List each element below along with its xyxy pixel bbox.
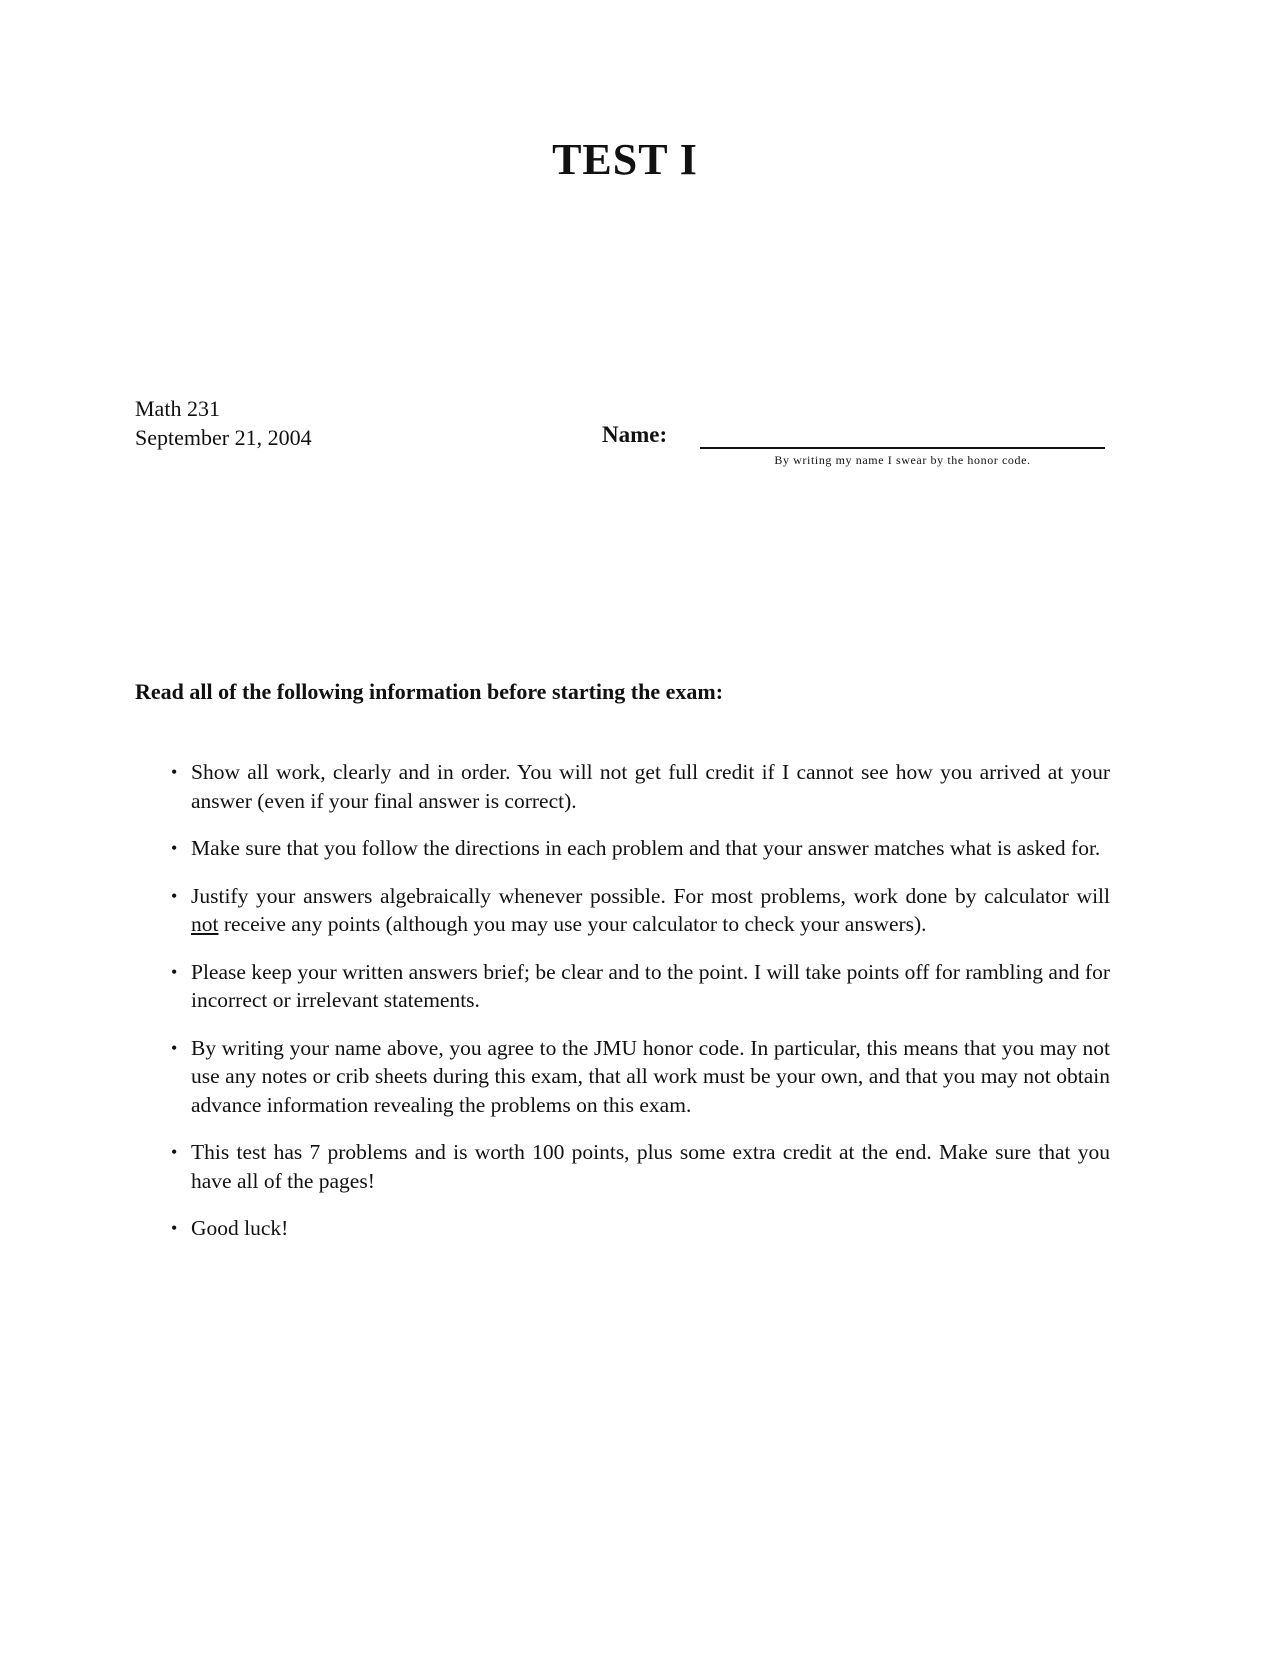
instruction-text: Make sure that you follow the directions in each problem and that your answer matches what is asked for. [191,836,1101,860]
instruction-justify-answers [135,882,1110,939]
instruction-keep-brief [135,958,1110,1015]
instruction-text: Please keep your written answers brief; be clear and to the point. I will take points off for rambling and for incorrect or irrelevant statements. [191,959,1110,1012]
bullet-icon: • [171,1218,178,1238]
course-name: Math 231 [135,396,220,421]
instruction-follow-directions [135,834,1110,863]
exam-date: September 21, 2004 [135,425,312,450]
instruction-honor-code [135,1034,1110,1120]
underlined-word: not [191,912,219,936]
instruction-text: Good luck! [191,1216,289,1240]
honor-code-note: By writing my name I swear by the honor code. [774,453,1031,467]
instructions-list [135,758,1110,1262]
bullet-icon: • [171,762,178,782]
instruction-text: receive any points (although you may use your calculator to check your answers). [218,912,927,936]
bullet-icon: • [171,1142,178,1162]
instruction-show-work [135,758,1110,815]
bullet-icon: • [171,961,178,982]
name-label: Name: [602,422,668,447]
bullet-icon: • [171,838,178,858]
instruction-text: By writing your name above, you agree to the JMU honor code. In particular, this means that you may not use any notes or crib sheets during this exam, that all work must be your own, and that you may not obtain advance information revealing the problems on this exam. [191,1035,1110,1117]
bullet-icon: • [171,1037,178,1058]
instruction-text: This test has 7 problems and is worth 100 points, plus some extra credit at the end. Make sure that you have all of the pages! [191,1140,1110,1193]
name-field[interactable] [700,447,1105,449]
instructions-heading: Read all of the following information before starting the exam: [135,679,724,704]
instruction-good-luck [135,1214,1110,1243]
instruction-test-info [135,1138,1110,1195]
page-title: TEST I [552,135,698,184]
bullet-icon: • [171,885,178,906]
instruction-text: Show all work, clearly and in order. You will not get full credit if I cannot see how you arrived at your answer (even if your final answer is correct). [191,760,1110,813]
course-info [135,394,312,452]
instruction-text: Justify your answers algebraically whenever possible. For most problems, work done by calculator will [191,883,1110,908]
